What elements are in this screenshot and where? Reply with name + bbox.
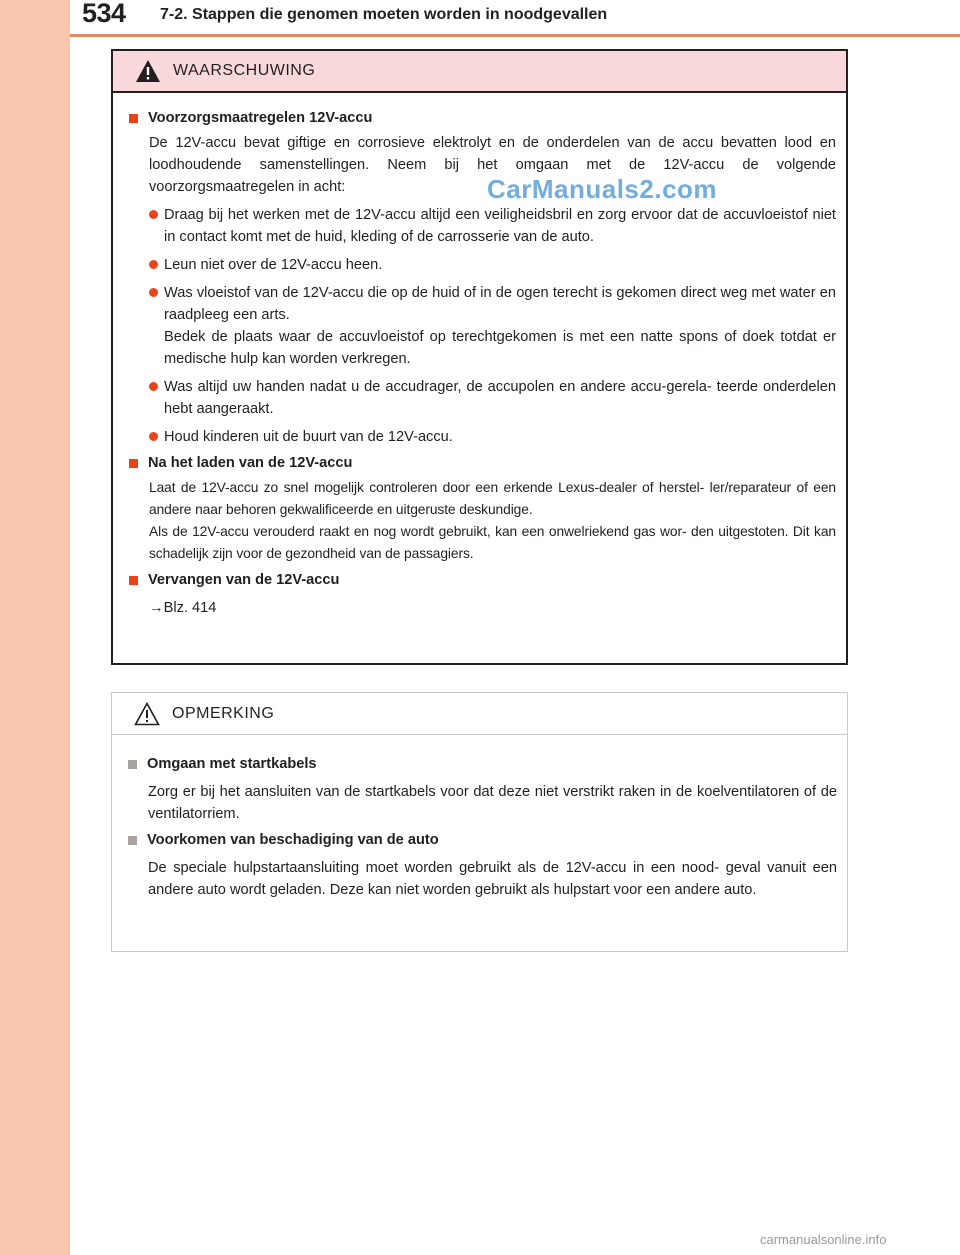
list-item bbox=[129, 282, 836, 370]
section-heading-text: Omgaan met startkabels bbox=[147, 756, 317, 772]
list-item-text: Was altijd uw handen nadat u de accudrager, de accupolen en andere accu-gerela- teerde onderdelen hebt aangeraakt. bbox=[164, 379, 836, 417]
list-item bbox=[129, 254, 836, 276]
warning-box-title: WAARSCHUWING bbox=[173, 62, 316, 79]
list-item-text: Was vloeistof van de 12V-accu die op de huid of in de ogen terecht is gekomen direct weg met water en raadpleeg een arts. bbox=[164, 285, 836, 323]
notice-box-body bbox=[112, 735, 847, 901]
warning-box-body bbox=[113, 93, 846, 619]
list-item-text-extra: Bedek de plaats waar de accuvloeistof op terechtgekomen is met een natte spons of doek totdat er medische hulp kan worden verkregen. bbox=[164, 329, 836, 367]
section-paragraph: De speciale hulpstartaansluiting moet worden gebruikt als de 12V-accu in een nood- geval vanuit een andere auto wordt geladen. Deze kan niet worden gebruikt als hulpstart voor een andere auto. bbox=[148, 860, 837, 898]
notice-box-header bbox=[112, 693, 847, 735]
round-bullet-icon bbox=[149, 382, 158, 391]
section-heading bbox=[129, 452, 836, 474]
list-item-text: Draag bij het werken met de 12V-accu altijd een veiligheidsbril en zorg ervoor dat de accuvloeistof niet in contact komt met de huid, kleding of de carrosserie van de auto. bbox=[164, 207, 836, 245]
section-heading-text: Voorkomen van beschadiging van de auto bbox=[147, 832, 439, 848]
notice-box bbox=[111, 692, 848, 952]
watermark-bottom: carmanualsonline.info bbox=[760, 1232, 887, 1247]
watermark-top: CarManuals2.com bbox=[487, 174, 718, 204]
square-bullet-icon bbox=[128, 760, 137, 769]
round-bullet-icon bbox=[149, 288, 158, 297]
list-item bbox=[129, 204, 836, 248]
list-item-text: Leun niet over de 12V-accu heen. bbox=[164, 257, 383, 273]
side-tab bbox=[0, 0, 70, 1255]
list-item bbox=[129, 426, 836, 448]
list-item-content bbox=[164, 282, 836, 370]
warning-box-header bbox=[113, 51, 846, 93]
square-bullet-icon bbox=[129, 576, 138, 585]
section-heading bbox=[129, 107, 836, 129]
section-heading-text: Vervangen van de 12V-accu bbox=[148, 572, 340, 588]
notice-triangle-icon bbox=[134, 702, 160, 726]
section-heading bbox=[128, 829, 837, 851]
section-heading bbox=[128, 753, 837, 775]
section-paragraph: Als de 12V-accu verouderd raakt en nog wordt gebruikt, kan een onwelriekend gas wor- den uitgestoten. Dit kan schadelijk zijn voor de gezondheid van de passagiers. bbox=[149, 524, 836, 561]
list-item bbox=[129, 376, 836, 420]
round-bullet-icon bbox=[149, 210, 158, 219]
square-bullet-icon bbox=[129, 114, 138, 123]
warning-triangle-icon bbox=[135, 59, 161, 83]
section-heading-text: Voorzorgsmaatregelen 12V-accu bbox=[148, 110, 373, 126]
round-bullet-icon bbox=[149, 260, 158, 269]
section-paragraph: De 12V-accu bevat giftige en corrosieve elektrolyt en de onderdelen van de accu bevatten lood en loodhoudende samenstellingen. Neem bij het omgaan met de 12V-accu de volgende voorzorgsmaatregelen in acht: bbox=[149, 135, 836, 195]
header-rule bbox=[70, 34, 960, 37]
page-number: 534 bbox=[82, 0, 126, 28]
square-bullet-icon bbox=[128, 836, 137, 845]
section-heading bbox=[129, 569, 836, 591]
list-item-text: Houd kinderen uit de buurt van de 12V-accu. bbox=[164, 429, 453, 445]
round-bullet-icon bbox=[149, 432, 158, 441]
section-paragraph: Zorg er bij het aansluiten van de startkabels voor dat deze niet verstrikt raken in de koelventilatoren of de ventilatorriem. bbox=[148, 784, 837, 822]
square-bullet-icon bbox=[129, 459, 138, 468]
page-reference: →Blz. 414 bbox=[149, 600, 217, 616]
chapter-title: 7-2. Stappen die genomen moeten worden in noodgevallen bbox=[160, 6, 608, 23]
section-paragraph: Laat de 12V-accu zo snel mogelijk controleren door een erkende Lexus-dealer of herstel- ler/reparateur of een andere naar behoren gekwalificeerde en uitgeruste deskundige. bbox=[149, 480, 836, 517]
warning-box bbox=[111, 49, 848, 665]
section-heading-text: Na het laden van de 12V-accu bbox=[148, 455, 353, 471]
notice-box-title: OPMERKING bbox=[172, 704, 275, 722]
